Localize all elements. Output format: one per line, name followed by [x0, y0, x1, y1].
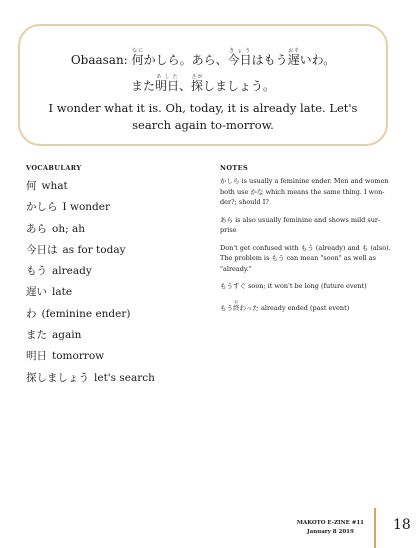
page-number: 18: [393, 517, 411, 533]
publication-name: MAKOTO E-ZINE #11: [296, 520, 364, 526]
vocab-item: [26, 219, 211, 240]
vocab-term: 遅い: [26, 286, 47, 299]
note-item: もう終おわった already ended (past event): [220, 298, 350, 312]
footer-info: [297, 519, 364, 537]
vocabulary-heading: VOCABULARY: [26, 164, 82, 172]
dialog-text: はもう: [251, 53, 288, 67]
footer-divider: [374, 508, 376, 548]
vocab-meaning: let's search: [94, 371, 155, 384]
furigana-word: 何なに: [131, 48, 144, 67]
vocab-item: [26, 325, 211, 346]
speaker-label: Obaasan:: [70, 53, 128, 67]
vocab-term: あら: [26, 222, 47, 235]
note-item: もうすぐ soon; it won't be long (future event): [220, 282, 367, 290]
vocab-term: 明日: [26, 350, 47, 363]
vocab-meaning: I wonder: [62, 201, 111, 214]
dialog-text: いわ。: [299, 53, 336, 67]
vocab-term: もう: [26, 265, 47, 278]
vocab-meaning: already: [52, 265, 92, 278]
furigana-word: 明日あした: [154, 74, 179, 93]
vocab-item: [26, 368, 211, 389]
vocabulary-list: [26, 176, 211, 389]
vocab-meaning: as for today: [62, 243, 126, 256]
vocab-item: [26, 176, 211, 197]
vocab-item: [26, 261, 211, 282]
dialog-line-1: [20, 48, 386, 68]
vocab-meaning: tomorrow: [52, 350, 105, 363]
publication-date: January 8 2019: [307, 529, 354, 535]
dialog-box: [18, 24, 388, 146]
furigana-word: 今日きょう: [227, 48, 252, 67]
vocab-term: わ: [26, 307, 37, 320]
vocab-term: 今日は: [26, 243, 58, 256]
notes-heading: NOTES: [220, 164, 249, 172]
dialog-text: 、: [178, 79, 191, 93]
vocab-item: [26, 304, 211, 325]
dialog-japanese-line-2: [20, 74, 386, 94]
note-item: あら is also usually feminine and shows mild sur-prise: [220, 215, 381, 234]
vocab-meaning: oh; ah: [52, 222, 85, 235]
dialog-text: しましょう。: [203, 79, 276, 93]
vocab-meaning: again: [52, 329, 82, 342]
vocab-meaning: what: [41, 180, 68, 192]
vocab-meaning: late: [52, 286, 73, 299]
furigana-word: 終お: [233, 298, 240, 312]
dialog-text: かしら。あら、: [143, 53, 228, 67]
furigana-word: 探さが: [191, 74, 204, 93]
vocab-term: 何: [26, 180, 37, 192]
furigana-word: 遅おそ: [287, 48, 300, 67]
dialog-translation: I wonder what it is. Oh, today, it is already late. Let's search again to-morrow.: [48, 101, 358, 132]
note-item: かしら is usually a feminine ender. Men and women both use かな which means the same thing. I won-der?; should I?: [220, 177, 389, 206]
vocab-term: かしら: [26, 201, 58, 214]
vocab-term: また: [26, 329, 47, 342]
vocab-term: 探しましょう: [26, 371, 89, 384]
vocab-item: [26, 282, 211, 303]
vocab-item: [26, 197, 211, 218]
dialog-text: また: [130, 79, 155, 93]
note-item: Don't get confused with もう (already) and も (also). The problem is もう can mean "soon" as well as "already.": [220, 243, 391, 273]
vocab-item: [26, 240, 211, 261]
vocab-item: [26, 346, 211, 367]
vocab-meaning: (feminine ender): [41, 307, 131, 320]
dialog-japanese-line-1: [131, 48, 336, 67]
notes-list: [220, 176, 396, 320]
